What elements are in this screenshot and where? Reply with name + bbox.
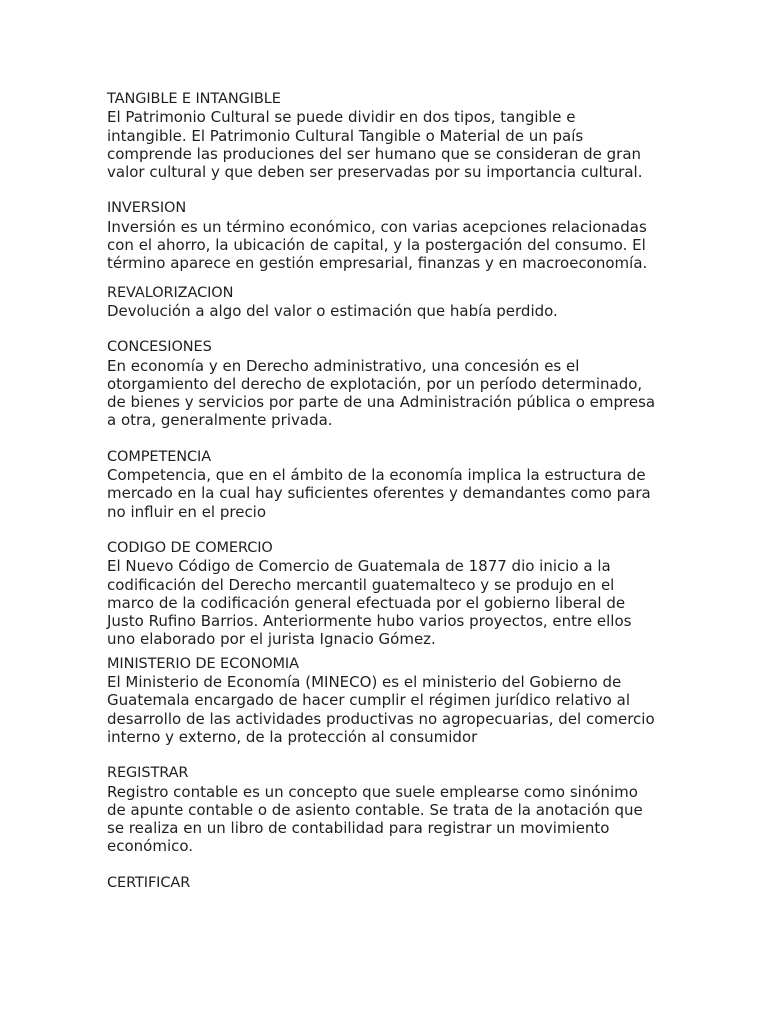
entry-title: CERTIFICAR [107, 874, 191, 891]
entry-codigo-de-comercio [107, 539, 667, 649]
entry-concesiones [107, 338, 667, 429]
document-page [107, 90, 667, 892]
entry-title: REGISTRAR [107, 765, 189, 782]
entry-title: REVALORIZACION [107, 284, 234, 301]
entry-competencia [107, 448, 667, 521]
entry-title: COMPETENCIA [107, 448, 212, 465]
entry-title: MINISTERIO DE ECONOMIA [107, 655, 299, 672]
entry-definition: El Ministerio de Economía (MINECO) es el ministerio del Gobierno de Guatemala encargado de hacer cumplir el régimen jurídico relativo al desarrollo de las actividades productivas no agropecuarias, del comercio interno y externo, de la protección al consumidor [107, 673, 655, 746]
entry-title: TANGIBLE E INTANGIBLE [107, 91, 281, 107]
entry-definition: Competencia, que en el ámbito de la economía implica la estructura de mercado en la cual hay suficientes oferentes y demandantes como para no influir en el precio [107, 466, 651, 521]
entry-definition: En economía y en Derecho administrativo, una concesión es el otorgamiento del derecho de explotación, por un período determinado, de bienes y servicios por parte de una Administración pública o empresa a otra, generalmente privada. [107, 356, 656, 430]
entry-definition: El Nuevo Código de Comercio de Guatemala de 1877 dio inicio a la codificación del Derecho mercantil guatemalteco y se produjo en el marco de la codificación general efectuada por el gobierno liberal de Justo Rufino Barrios. Anteriormente hubo varios proyectos, entre ellos uno elaborado por el jurista Ignacio Gómez. [107, 557, 632, 649]
entry-inversion [107, 199, 667, 272]
entry-definition: Inversión es un término económico, con varias acepciones relacionadas con el ahorro, la ubicación de capital, y la postergación del consumo. El término aparece en gestión empresarial, finanzas y en macroeconomía. [107, 217, 648, 273]
entry-registrar [107, 764, 667, 855]
entry-definition: El Patrimonio Cultural se puede dividir en dos tipos, tangible e intangible. El Patrimonio Cultural Tangible o Material de un país comprende las produciones del ser humano que se consideran de gran valor cultural y que deben ser preservadas por su importancia cultural. [107, 108, 643, 182]
entry-definition: Registro contable es un concepto que suele emplearse como sinónimo de apunte contable o de asiento contable. Se trata de la anotación que se realiza en un libro de contabilidad para registrar un movimiento económico. [107, 782, 643, 856]
entry-title: CONCESIONES [107, 339, 212, 356]
entry-definition: Devolución a algo del valor o estimación que había perdido. [107, 301, 558, 320]
entry-title: INVERSION [107, 200, 187, 217]
entry-certificar [107, 874, 667, 892]
entry-revalorizacion [107, 284, 667, 321]
entry-ministerio-de-economia [107, 655, 667, 746]
entry-tangible-intangible [107, 90, 667, 181]
entry-title: CODIGO DE COMERCIO [107, 539, 273, 556]
